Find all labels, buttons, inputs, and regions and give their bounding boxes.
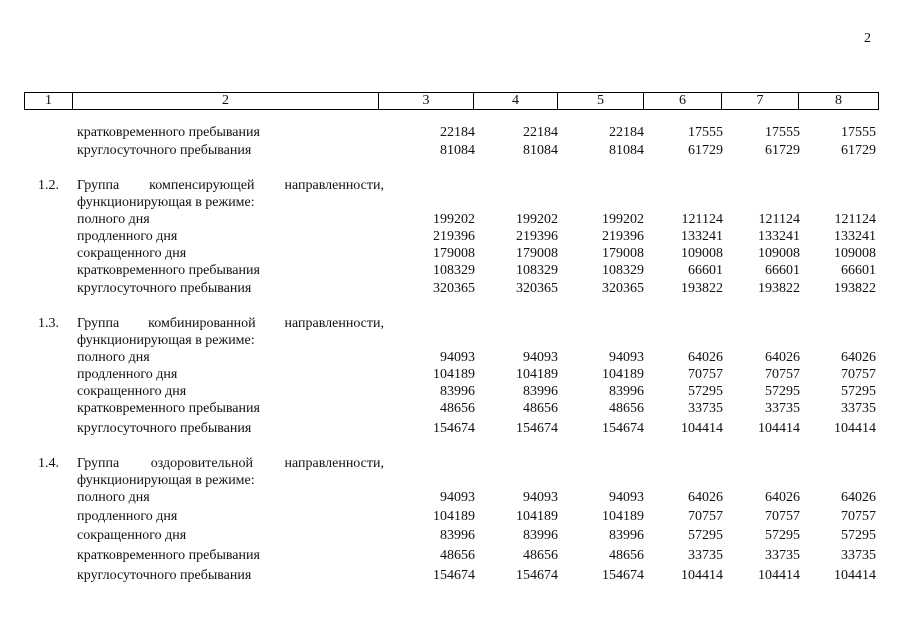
value-cell: 104189	[516, 509, 558, 524]
value-cell: 94093	[523, 490, 558, 505]
value-cell: 70757	[765, 367, 800, 382]
value-cell: 133241	[758, 229, 800, 244]
table-row	[0, 489, 905, 507]
row-label: продленного дня	[77, 509, 178, 524]
value-cell: 81084	[609, 143, 644, 158]
column-header-5: 5	[558, 93, 644, 110]
table-row	[0, 280, 905, 298]
value-cell: 81084	[523, 143, 558, 158]
value-cell: 154674	[516, 568, 558, 583]
value-cell: 193822	[681, 281, 723, 296]
column-header-4: 4	[474, 93, 558, 110]
value-cell: 104414	[681, 421, 723, 436]
value-cell: 66601	[765, 263, 800, 278]
group-title-word: Группа	[77, 316, 120, 331]
value-cell: 48656	[609, 548, 644, 563]
value-cell: 199202	[433, 212, 475, 227]
row-label: сокращенного дня	[77, 246, 187, 261]
value-cell: 48656	[523, 401, 558, 416]
value-cell: 57295	[688, 384, 723, 399]
column-header-3: 3	[379, 93, 474, 110]
row-label: кратковременного пребывания	[77, 401, 260, 416]
group-title-word: направленности,	[284, 178, 384, 193]
value-cell: 81084	[440, 143, 475, 158]
row-label: сокращенного дня	[77, 528, 187, 543]
value-cell: 22184	[440, 125, 475, 140]
table-row	[0, 400, 905, 418]
value-cell: 94093	[609, 490, 644, 505]
row-label: сокращенного дня	[77, 384, 187, 399]
table-row	[0, 366, 905, 384]
group-title-word: оздоровительной	[150, 456, 253, 471]
value-cell: 48656	[440, 401, 475, 416]
group-title-row	[0, 177, 905, 195]
group-title-word: Группа	[77, 178, 120, 193]
value-cell: 64026	[841, 490, 876, 505]
value-cell: 121124	[681, 212, 723, 227]
value-cell: 219396	[433, 229, 475, 244]
value-cell: 154674	[602, 421, 644, 436]
value-cell: 66601	[688, 263, 723, 278]
value-cell: 57295	[841, 384, 876, 399]
value-cell: 193822	[758, 281, 800, 296]
value-cell: 109008	[758, 246, 800, 261]
value-cell: 64026	[765, 490, 800, 505]
table-row	[0, 527, 905, 545]
table-row	[0, 211, 905, 229]
value-cell: 17555	[841, 125, 876, 140]
value-cell: 94093	[609, 350, 644, 365]
value-cell: 199202	[516, 212, 558, 227]
value-cell: 108329	[602, 263, 644, 278]
value-cell: 121124	[758, 212, 800, 227]
group-title-line2	[0, 472, 905, 490]
value-cell: 61729	[765, 143, 800, 158]
table-row	[0, 124, 905, 142]
value-cell: 104414	[834, 568, 876, 583]
group-number: 1.2.	[38, 178, 59, 193]
table-row	[0, 262, 905, 280]
table-row	[0, 383, 905, 401]
column-header-6: 6	[644, 93, 722, 110]
value-cell: 64026	[841, 350, 876, 365]
table-row	[0, 508, 905, 526]
row-label: кратковременного пребывания	[77, 548, 260, 563]
value-cell: 33735	[765, 548, 800, 563]
value-cell: 22184	[609, 125, 644, 140]
value-cell: 61729	[688, 143, 723, 158]
value-cell: 83996	[523, 384, 558, 399]
value-cell: 104189	[433, 509, 475, 524]
table-row	[0, 142, 905, 160]
value-cell: 48656	[440, 548, 475, 563]
value-cell: 154674	[602, 568, 644, 583]
value-cell: 179008	[516, 246, 558, 261]
group-number: 1.3.	[38, 316, 59, 331]
column-header-2: 2	[73, 93, 379, 110]
value-cell: 64026	[688, 490, 723, 505]
group-number: 1.4.	[38, 456, 59, 471]
value-cell: 133241	[834, 229, 876, 244]
value-cell: 179008	[602, 246, 644, 261]
value-cell: 64026	[765, 350, 800, 365]
group-title-word: компенсирующей	[149, 178, 255, 193]
value-cell: 108329	[433, 263, 475, 278]
value-cell: 83996	[609, 384, 644, 399]
column-header-1: 1	[25, 93, 73, 110]
value-cell: 109008	[681, 246, 723, 261]
row-label: круглосуточного пребывания	[77, 421, 252, 436]
row-label: кратковременного пребывания	[77, 263, 260, 278]
value-cell: 109008	[834, 246, 876, 261]
value-cell: 320365	[602, 281, 644, 296]
value-cell: 104189	[516, 367, 558, 382]
value-cell: 33735	[688, 401, 723, 416]
group-subtitle: функционирующая в режиме:	[77, 195, 255, 210]
value-cell: 57295	[688, 528, 723, 543]
table-row	[0, 567, 905, 585]
value-cell: 94093	[523, 350, 558, 365]
value-cell: 66601	[841, 263, 876, 278]
group-title	[77, 177, 384, 195]
column-header-7: 7	[722, 93, 799, 110]
value-cell: 70757	[688, 509, 723, 524]
value-cell: 154674	[516, 421, 558, 436]
value-cell: 104189	[602, 509, 644, 524]
value-cell: 48656	[523, 548, 558, 563]
value-cell: 154674	[433, 421, 475, 436]
value-cell: 57295	[765, 384, 800, 399]
value-cell: 17555	[688, 125, 723, 140]
table-row	[0, 245, 905, 263]
table-row	[0, 547, 905, 565]
value-cell: 94093	[440, 350, 475, 365]
group-title-row	[0, 315, 905, 333]
value-cell: 83996	[523, 528, 558, 543]
value-cell: 64026	[688, 350, 723, 365]
value-cell: 33735	[765, 401, 800, 416]
value-cell: 33735	[688, 548, 723, 563]
table-row	[0, 349, 905, 367]
value-cell: 179008	[433, 246, 475, 261]
value-cell: 133241	[681, 229, 723, 244]
group-title-word: направленности,	[284, 316, 384, 331]
value-cell: 104414	[758, 421, 800, 436]
group-title-line2	[0, 194, 905, 212]
column-header-8: 8	[799, 93, 879, 110]
value-cell: 70757	[841, 367, 876, 382]
group-title-word: направленности,	[284, 456, 384, 471]
value-cell: 94093	[440, 490, 475, 505]
row-label: продленного дня	[77, 229, 178, 244]
table-row	[0, 420, 905, 438]
value-cell: 104414	[834, 421, 876, 436]
group-title-word: Группа	[77, 456, 120, 471]
value-cell: 219396	[602, 229, 644, 244]
value-cell: 48656	[609, 401, 644, 416]
value-cell: 121124	[834, 212, 876, 227]
group-title-row	[0, 455, 905, 473]
row-label: полного дня	[77, 212, 150, 227]
row-label: круглосуточного пребывания	[77, 568, 252, 583]
value-cell: 104414	[758, 568, 800, 583]
value-cell: 154674	[433, 568, 475, 583]
row-label: полного дня	[77, 350, 150, 365]
group-subtitle: функционирующая в режиме:	[77, 333, 255, 348]
value-cell: 70757	[688, 367, 723, 382]
value-cell: 33735	[841, 548, 876, 563]
value-cell: 199202	[602, 212, 644, 227]
table-row	[0, 228, 905, 246]
row-label: продленного дня	[77, 367, 178, 382]
group-title-word: комбинированной	[148, 316, 256, 331]
value-cell: 57295	[765, 528, 800, 543]
row-label: круглосуточного пребывания	[77, 143, 252, 158]
group-title	[77, 455, 384, 473]
row-label: круглосуточного пребывания	[77, 281, 252, 296]
value-cell: 104189	[602, 367, 644, 382]
value-cell: 57295	[841, 528, 876, 543]
value-cell: 108329	[516, 263, 558, 278]
group-title	[77, 315, 384, 333]
value-cell: 219396	[516, 229, 558, 244]
value-cell: 70757	[765, 509, 800, 524]
value-cell: 83996	[440, 384, 475, 399]
value-cell: 17555	[765, 125, 800, 140]
value-cell: 320365	[516, 281, 558, 296]
value-cell: 104189	[433, 367, 475, 382]
value-cell: 320365	[433, 281, 475, 296]
group-title-line2	[0, 332, 905, 350]
value-cell: 83996	[440, 528, 475, 543]
value-cell: 61729	[841, 143, 876, 158]
value-cell: 104414	[681, 568, 723, 583]
value-cell: 22184	[523, 125, 558, 140]
value-cell: 83996	[609, 528, 644, 543]
value-cell: 193822	[834, 281, 876, 296]
value-cell: 33735	[841, 401, 876, 416]
group-subtitle: функционирующая в режиме:	[77, 473, 255, 488]
row-label: кратковременного пребывания	[77, 125, 260, 140]
value-cell: 70757	[841, 509, 876, 524]
row-label: полного дня	[77, 490, 150, 505]
page-number: 2	[864, 31, 871, 46]
